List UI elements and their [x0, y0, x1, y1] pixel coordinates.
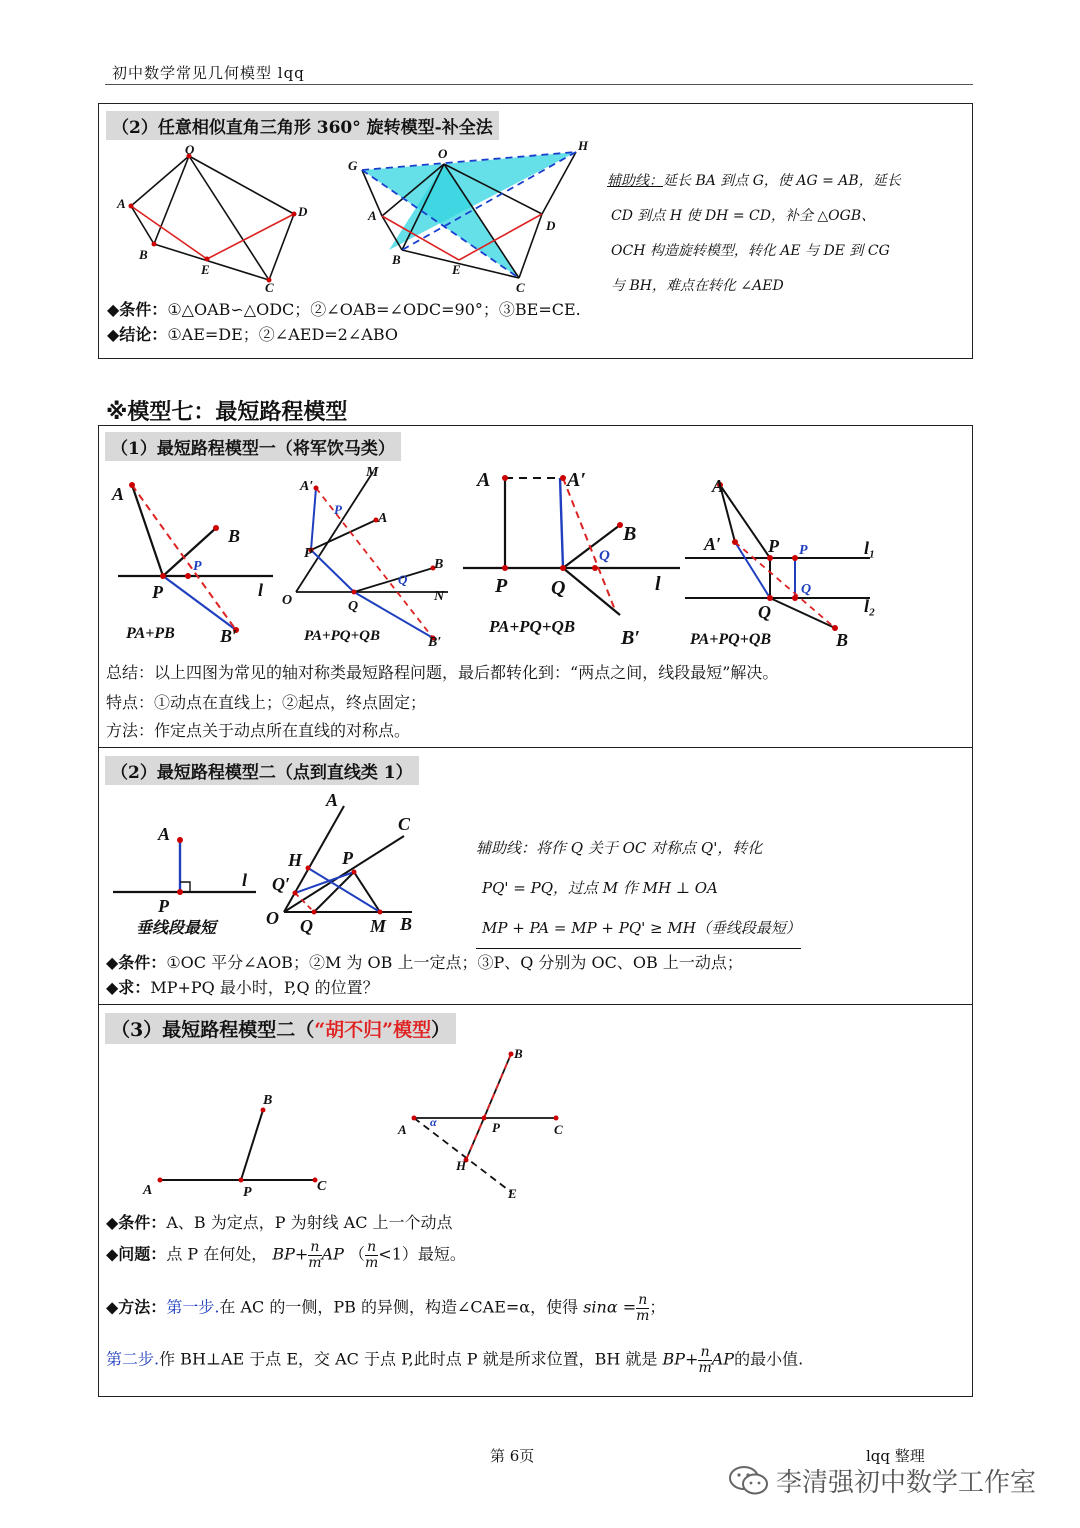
figure-caption: PA+PQ+QB	[489, 617, 576, 636]
question-label: ◆问题：	[106, 1244, 167, 1264]
summary-line	[106, 660, 778, 683]
svg-text:O: O	[266, 908, 279, 928]
conclusion-line	[107, 322, 398, 345]
figure-caption: PA+PQ+QB	[304, 628, 380, 644]
svg-text:C: C	[398, 814, 411, 834]
wechat-icon	[728, 1464, 770, 1498]
svg-text:Q: Q	[758, 602, 771, 622]
svg-text:A: A	[368, 208, 377, 223]
svg-text:B: B	[434, 557, 444, 572]
frac-num: n	[308, 1240, 321, 1256]
general-figure-2	[278, 460, 458, 650]
svg-text:Q: Q	[398, 572, 408, 587]
condition-line	[106, 950, 743, 973]
general-figure-3	[455, 460, 685, 650]
frac-den: m	[308, 1254, 322, 1271]
svg-text:A: A	[378, 511, 388, 526]
summary-text: 以上四图为常见的轴对称类最短路程问题，最后都转化到：“两点之间，线段最短”解决。	[154, 663, 779, 682]
ask-line	[106, 975, 379, 998]
watermark-text: 李清强初中数学工作室	[776, 1468, 1037, 1498]
divider	[98, 1004, 973, 1005]
svg-text:O: O	[282, 593, 293, 608]
svg-text:D: D	[298, 204, 308, 219]
svg-text:A′: A′	[567, 469, 586, 491]
svg-text:B: B	[623, 523, 637, 545]
svg-text:D: D	[546, 218, 556, 233]
page-number: 第 6页	[490, 1447, 535, 1465]
hubugui-figure-left	[135, 1088, 345, 1203]
svg-text:P: P	[334, 502, 342, 517]
svg-text:Q: Q	[348, 599, 359, 614]
svg-text:C: C	[516, 280, 525, 295]
svg-text:B: B	[263, 1093, 273, 1108]
author-note: lqq 整理	[866, 1447, 925, 1465]
fraction	[308, 1240, 321, 1270]
svg-text:A: A	[112, 484, 125, 504]
svg-text:H: H	[456, 1158, 467, 1173]
frac-den: m	[636, 1307, 650, 1324]
svg-text:A′: A′	[300, 479, 314, 494]
box-tag	[105, 1013, 456, 1044]
fraction	[636, 1293, 649, 1323]
svg-text:B: B	[139, 247, 148, 262]
svg-text:H: H	[578, 140, 589, 153]
svg-text:P: P	[342, 848, 353, 868]
svg-text:N: N	[434, 589, 445, 604]
svg-text:C: C	[317, 1179, 327, 1194]
svg-text:B: B	[392, 252, 401, 267]
section-title: ※模型七：最短路程模型	[106, 400, 348, 425]
step2-label: 第二步.	[106, 1349, 160, 1369]
svg-text:A: A	[477, 469, 491, 491]
step1-label: 第一步.	[166, 1297, 220, 1317]
svg-text:P: P	[243, 1185, 252, 1200]
svg-text:P: P	[768, 536, 779, 556]
svg-text:B′: B′	[428, 635, 442, 650]
svg-text:M: M	[366, 465, 379, 480]
step2-post: 的最小值.	[734, 1349, 804, 1369]
condition-line	[106, 1210, 453, 1233]
method-text: 作定点关于动点所在直线的对称点。	[154, 721, 411, 740]
svg-text:E: E	[201, 262, 210, 277]
svg-text:α: α	[430, 1115, 437, 1129]
svg-text:H: H	[288, 850, 303, 870]
svg-text:Q′: Q′	[272, 874, 291, 894]
tag-red: “胡不归”模型	[314, 1019, 432, 1041]
frac-num: n	[698, 1345, 711, 1361]
svg-text:P: P	[492, 1120, 500, 1135]
fraction	[698, 1345, 711, 1375]
svg-text:C: C	[554, 1122, 563, 1137]
hint-label: 辅助线：	[607, 173, 663, 189]
angle-bisector-figure	[262, 788, 427, 938]
perpendicular-figure	[108, 818, 268, 938]
svg-text:A′: A′	[704, 534, 722, 554]
svg-text:A: A	[117, 196, 126, 211]
svg-text:B: B	[514, 1046, 523, 1061]
hubugui-figure-right	[396, 1042, 576, 1202]
ask-label: ◆求：	[106, 978, 151, 997]
svg-text:O: O	[438, 146, 448, 161]
conclusion-label: ◆结论：	[107, 325, 168, 344]
hint-line: OCH 构造旋转模型，转化 AE 与 DE 到 CG	[611, 243, 890, 259]
svg-text:G: G	[348, 158, 358, 173]
method-line: ◆方法：第一步.在 AC 的一侧，PB 的异侧，构造∠CAE=α，使得 sinα = $\frac{n}{m}$ ；	[106, 1292, 666, 1324]
svg-text:M: M	[370, 916, 387, 936]
figure-caption: PA+PB	[126, 625, 175, 642]
svg-text:Q: Q	[801, 582, 812, 597]
svg-text:C: C	[265, 280, 274, 294]
condition-text: ①△OAB∽△ODC；②∠OAB=∠ODC=90°；③BE=CE.	[167, 300, 581, 319]
frac-den: m	[365, 1254, 379, 1271]
auxiliary-line-hint	[607, 164, 901, 304]
svg-text:l: l	[258, 580, 264, 600]
method-label: 方法：	[106, 721, 155, 740]
svg-text:P: P	[799, 543, 808, 558]
box-tag: （2）任意相似直角三角形 360° 旋转模型-补全法	[106, 111, 499, 140]
step2-text: 作 BH⊥AE 于点 E，交 AC 于点 P,此时点 P 就是所求位置，BH 就是	[159, 1349, 658, 1369]
svg-text:O: O	[185, 144, 195, 157]
summary-label: 总结：	[106, 663, 155, 682]
condition-label: ◆条件：	[107, 300, 168, 319]
method-label: ◆方法：	[106, 1297, 167, 1317]
svg-text:B′: B′	[621, 627, 640, 649]
svg-text:A: A	[398, 1122, 407, 1137]
feature-line	[106, 690, 426, 713]
ask-text: MP+PQ 最小时，P,Q 的位置？	[150, 978, 379, 997]
svg-text:A: A	[326, 790, 339, 810]
frac-den: m	[698, 1359, 712, 1376]
tag-suffix: ）	[431, 1019, 451, 1041]
general-figure-4	[680, 470, 900, 655]
question-post: ）最短。	[401, 1244, 466, 1264]
svg-text:P: P	[495, 575, 508, 597]
svg-text:P: P	[152, 582, 163, 602]
condition-text: A、B 为定点，P 为射线 AC 上一个动点	[166, 1213, 453, 1232]
rotation-figure-left	[109, 144, 319, 294]
svg-text:A: A	[143, 1183, 153, 1198]
svg-text:P: P	[304, 546, 313, 561]
hint-line: PQ' = PQ，过点 M 作 MH ⊥ OA	[482, 879, 718, 897]
svg-text:P: P	[193, 559, 202, 574]
feature-label: 特点：	[106, 693, 155, 712]
svg-text:Q: Q	[300, 916, 313, 936]
svg-text:Q: Q	[599, 548, 610, 564]
condition-label: ◆条件：	[106, 953, 167, 972]
rotation-model-box	[98, 103, 973, 359]
question-line: ◆问题：点 P 在何处， BP+ $\frac{n}{m}$ AP （ $\frac{n}{m}$ <1）最短。	[106, 1239, 466, 1271]
hint-line: CD 到点 H 使 DH = CD，补全 △OGB、	[611, 208, 876, 224]
frac-num: n	[636, 1293, 649, 1309]
hint-line: 与 BH，难点在转化 ∠AED	[611, 278, 784, 294]
svg-text:E: E	[508, 1186, 517, 1201]
page-header: 初中数学常见几何模型 lqq	[112, 64, 305, 82]
feature-text: ①动点在直线上；②起点，终点固定；	[154, 693, 427, 712]
fraction	[365, 1240, 378, 1270]
condition-text: ①OC 平分∠AOB；②M 为 OB 上一定点；③P、Q 分别为 OC、OB 上一动点；	[166, 953, 743, 972]
svg-text:B′: B′	[220, 626, 238, 646]
step2-line: 第二步.作 BH⊥AE 于点 E，交 AC 于点 P,此时点 P 就是所求位置，BH 就是 BP+ $\frac{n}{m}$ AP的最小值.	[106, 1344, 804, 1376]
svg-text:l₂: l₂	[864, 596, 876, 616]
svg-text:l₁: l₁	[864, 538, 876, 558]
svg-text:l: l	[242, 870, 248, 890]
figure-caption: PA+PQ+QB	[690, 631, 772, 648]
hint-line: MP + PA = MP + PQ' ≥ MH（垂线段最短）	[476, 908, 801, 949]
svg-text:B: B	[400, 914, 413, 934]
svg-text:B: B	[836, 630, 849, 650]
svg-text:B: B	[228, 526, 241, 546]
question-mid: （	[349, 1244, 366, 1264]
step1-text: 在 AC 的一侧，PB 的异侧，构造∠CAE=α，使得	[219, 1297, 579, 1317]
conclusion-text: ①AE=DE；②∠AED=2∠ABO	[167, 325, 398, 344]
box-tag: （1）最短路程模型一（将军饮马类）	[105, 432, 401, 461]
tag-prefix: （3）最短路程模型二（	[111, 1019, 315, 1041]
question-pre: 点 P 在何处，	[166, 1244, 268, 1264]
frac-num: n	[365, 1240, 378, 1256]
svg-text:A: A	[712, 476, 725, 496]
svg-text:A: A	[158, 824, 171, 844]
svg-text:Q: Q	[551, 577, 566, 599]
svg-text:P: P	[158, 896, 169, 916]
svg-text:E: E	[452, 262, 461, 277]
divider	[98, 747, 973, 748]
svg-text:l: l	[655, 573, 661, 595]
hint-line: 延长 BA 到点 G，使 AG = AB，延长	[663, 173, 901, 189]
box-tag: （2）最短路程模型二（点到直线类 1）	[105, 756, 419, 785]
condition-line	[107, 297, 581, 320]
general-figure-1	[108, 470, 283, 650]
watermark	[728, 1462, 1036, 1499]
method-line	[106, 718, 410, 741]
rotation-figure-right	[344, 140, 599, 296]
perp-caption: 垂线段最短	[136, 920, 217, 937]
condition-label: ◆条件：	[106, 1213, 167, 1232]
hint-line: 辅助线：将作 Q 关于 OC 对称点 Q'，转化	[476, 839, 763, 857]
header-divider	[105, 84, 973, 85]
auxiliary-line-hint	[476, 828, 801, 949]
